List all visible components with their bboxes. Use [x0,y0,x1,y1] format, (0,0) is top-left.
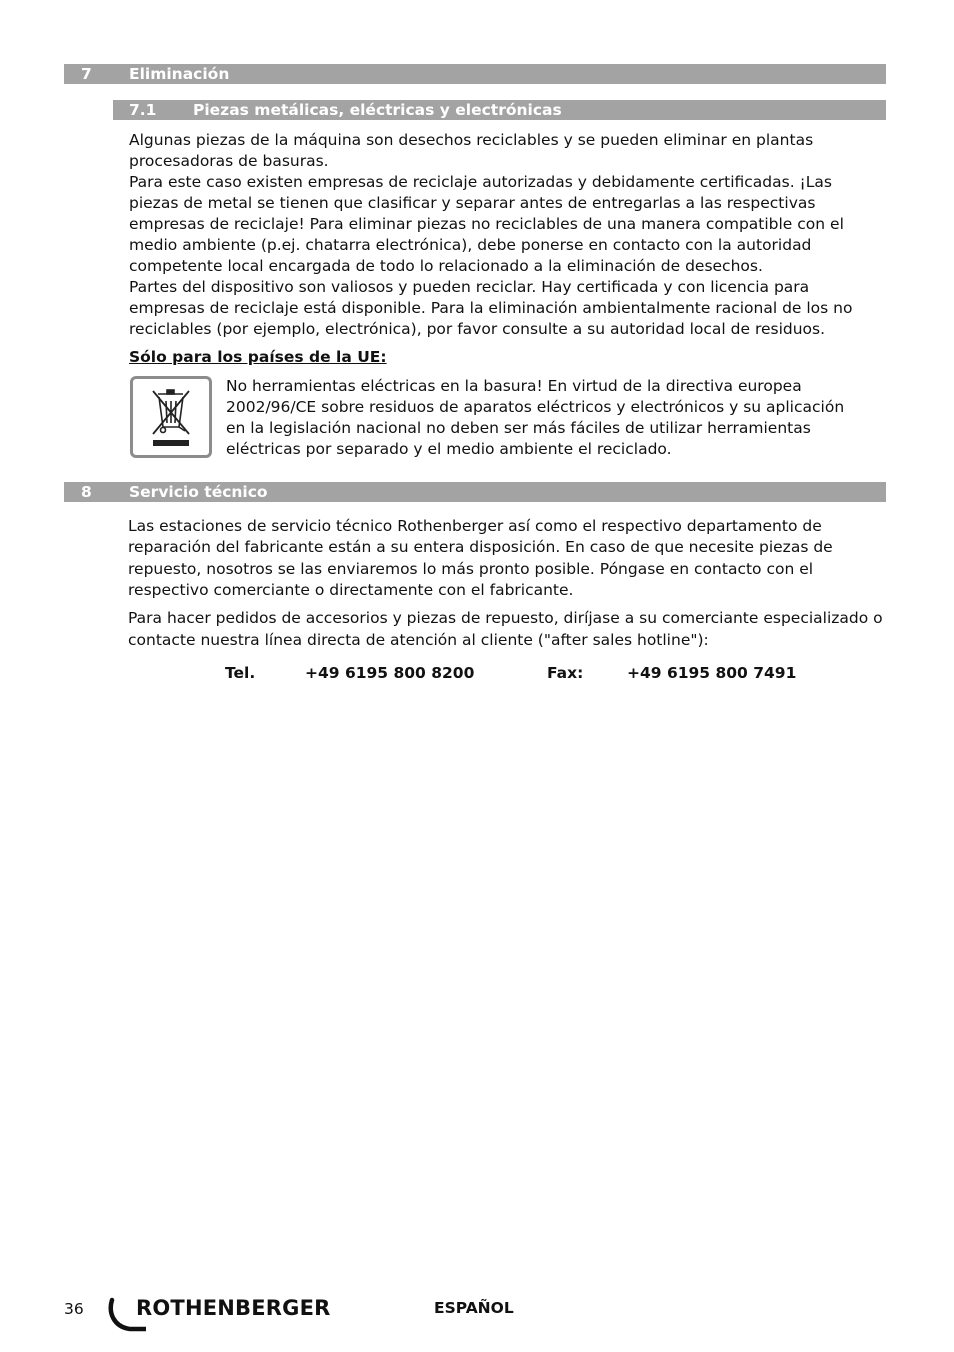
text-line: Para este caso existen empresas de reciclaje autorizadas y debidamente certificadas. ¡Las [129,173,832,191]
tel-number: +49 6195 800 8200 [305,664,475,682]
tel-label: Tel. [225,664,256,682]
text-line: contacte nuestra línea directa de atención al cliente ("after sales hotline"): [128,631,709,649]
text-line: Partes del dispositivo son valiosos y pueden reciclar. Hay certificada y con licencia para [129,278,810,296]
rothenberger-logo [106,1293,346,1333]
section-8-header [64,482,886,502]
text-line: repuesto, nosotros se las enviaremos lo más pronto posible. Póngase en contacto con el [128,559,814,578]
section-title: Eliminación [129,65,230,83]
text-line: 2002/96/CE sobre residuos de aparatos eléctricos y electrónicos y su aplicación [226,398,845,416]
text-line: Para hacer pedidos de accesorios y piezas de repuesto, diríjase a su comerciante especializado o [128,609,883,627]
section-title: Servicio técnico [129,483,268,501]
section-number: 8 [81,483,92,501]
text-line: eléctricas por separado y el medio ambiente el reciclado. [226,440,672,458]
text-line: empresas de reciclaje está disponible. Para la eliminación ambientalmente racional de los no [129,299,853,317]
text-line: Las estaciones de servicio técnico Rothenberger así como el respectivo departamento de [128,517,822,535]
crossed-out-wheelie-bin-icon [130,376,212,458]
page-number: 36 [64,1300,84,1318]
fax-number: +49 6195 800 7491 [627,664,797,682]
text-line: Algunas piezas de la máquina son desechos reciclables y se pueden eliminar en plantas [129,131,814,149]
text-line: reparación del fabricante están a su entera disposición. En caso de que necesite piezas de [128,538,833,557]
subsection-title: Piezas metálicas, eléctricas y electrónicas [193,101,562,119]
disposal-paragraph [129,130,852,340]
text-line: empresas de reciclaje! Para eliminar piezas no reciclables de una manera compatible con el [129,215,844,233]
section-number: 7 [81,65,92,83]
subsection-7-1-header [113,100,886,120]
text-line: No herramientas eléctricas en la basura! En virtud de la directiva europea [226,377,802,395]
text-line: en la legislación nacional no deben ser más fáciles de utilizar herramientas [226,419,811,437]
text-line: medio ambiente (p.ej. chatarra electrónica), debe ponerse en contacto con la autoridad [129,236,812,254]
language-label: ESPAÑOL [434,1299,514,1317]
brand-name: ROTHENBERGER [136,1296,331,1320]
spare-parts-paragraph [128,607,883,651]
fax-label: Fax: [547,664,584,682]
subsection-number: 7.1 [129,101,157,119]
text-line: piezas de metal se tienen que clasificar y separar antes de entregarlas a las respectivas [129,194,816,212]
section-7-header [64,64,886,84]
text-line: procesadoras de basuras. [129,152,329,170]
eu-only-heading: Sólo para los países de la UE: [129,348,387,366]
eu-directive-paragraph [226,376,844,460]
text-line: reciclables (por ejemplo, electrónica), por favor consulte a su autoridad local de residuos. [129,320,826,338]
text-line: competente local encargada de todo lo relacionado a la eliminación de desechos. [129,257,763,275]
service-paragraph [128,516,833,601]
text-line: respectivo comerciante o directamente con el fabricante. [128,580,574,599]
